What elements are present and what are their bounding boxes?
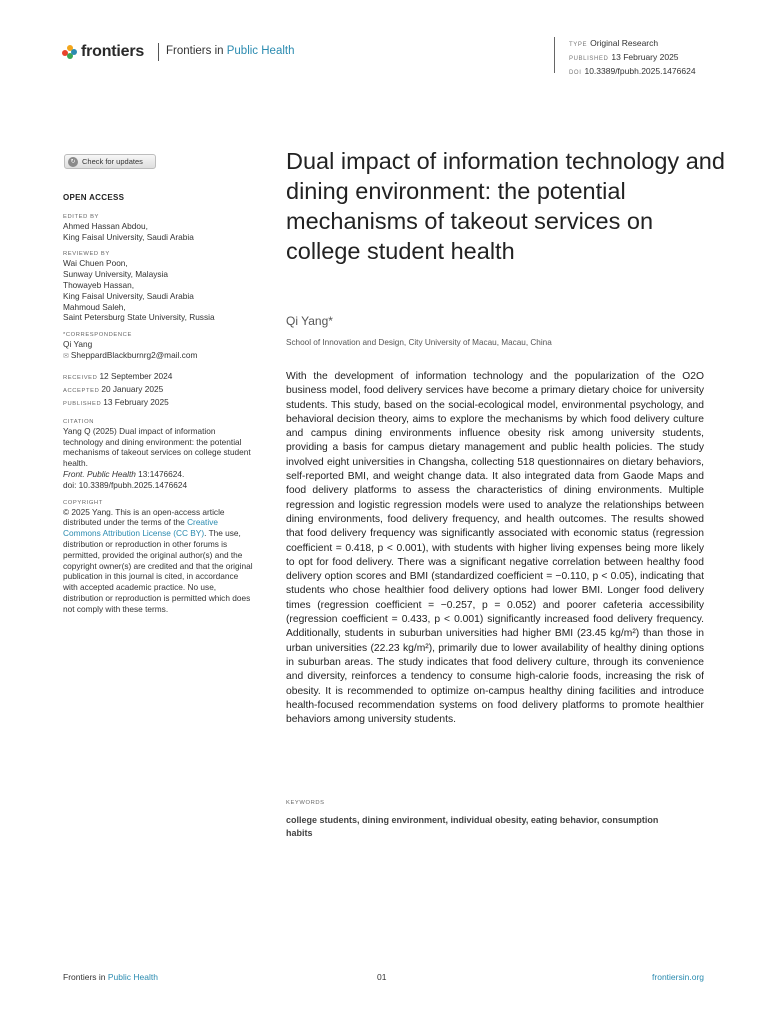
correspondence: *CORRESPONDENCE Qi Yang ✉ SheppardBlackburnrg2@mail.com (63, 331, 253, 363)
author-affiliation: School of Innovation and Design, City University of Macau, Macau, China (286, 338, 552, 347)
author-name[interactable]: Qi Yang* (286, 314, 333, 328)
sidebar (63, 193, 253, 623)
reviewed-by: REVIEWED BY Wai Chuen Poon, Sunway University, Malaysia Thowayeb Hassan, King Faisal University, Saudi Arabia Mahmoud Saleh, Saint Petersburg State University, Russia (63, 251, 215, 323)
abstract-text: With the development of information technology and the popularization of the O2O business model, food delivery services have become a primary dietary choice for university students. This study, based on the social-ecological model, environmental psychology, and behavioral decision theory, aims to explore the mechanisms by which food delivery culture and campus dining environments influence obesity risk among university students, providing a basis for campus dietary management and public health policies. The study involved eight universities in Changsha, collecting 518 questionnaires on dietary behaviors, self-reported BMI, and weight change data. It also integrated data from Gaode Maps and food delivery platforms to assess the characteristics of dining environments. Multiple regression and logistic regression models were used to analyze the relationships between dining environments, food delivery frequency, and health outcomes. The results showed that food delivery frequency was significantly associated with economic status (regression coefficient = 0.418, p < 0.001), with students with higher living expenses being more likely to opt for food delivery. There was a significant negative correlation between healthy food delivery option scores and BMI (standardized coefficient = −0.110, p < 0.05), indicating that students who chose healthier food delivery options had lower BMI. Longer food delivery times (regression coefficient = −0.257, p = 0.052) and poorer cafeteria accessibility (regression coefficient = 0.433, p < 0.001) significantly increased food delivery frequency. Additionally, students in suburban universities had higher BMI (23.45 kg/m²) than those in urban universities (22.23 kg/m²), primarily due to lower availability of healthy dining options in suburban areas. The study indicates that food delivery culture, through its convenience and diversity, reinforces a tendency to consume high-calorie foods, increasing the risk of obesity. It is recommended to optimize on-campus healthy dining facilities and introduce health-focused recommendation systems on food delivery platforms to promote healthier behaviors among university students. (286, 371, 704, 726)
frontiers-logo-icon (62, 45, 77, 60)
footer-site-link[interactable]: frontiersin.org (652, 972, 704, 982)
open-access-label: OPEN ACCESS (63, 193, 125, 202)
brand-name: frontiers (81, 43, 145, 60)
keywords-list: college students, dining environment, individual obesity, eating behavior, consumption habits (286, 815, 659, 838)
journal-name[interactable]: Frontiers in Public Health (166, 45, 295, 57)
edited-by: EDITED BY Ahmed Hassan Abdou, King Faisal University, Saudi Arabia (63, 213, 194, 242)
meta-type: TYPE Original Research (569, 38, 659, 48)
doi-link[interactable]: 10.3389/fpubh.2025.1476624 (584, 66, 696, 76)
correspondence-email[interactable]: ✉ SheppardBlackburnrg2@mail.com (63, 349, 198, 360)
copyright: COPYRIGHT © 2025 Yang. This is an open-access article distributed under the terms of the Creative Commons Attribution License (CC BY). The use, distribution or reproduction in other forums is permitted, provided the original author(s) and the copyright owner(s) are credited and that the original publication in this journal is cited, in accordance with accepted academic practice. No use, distribution or reproduction is permitted which does not comply with these terms. (63, 499, 253, 614)
header-divider (158, 43, 159, 61)
page-number: 01 (377, 972, 387, 982)
dates: RECEIVED 12 September 2024 ACCEPTED 20 January 2025 PUBLISHED 13 February 2025 (63, 370, 173, 407)
refresh-icon: ↻ (68, 157, 78, 167)
meta-doi: DOI 10.3389/fpubh.2025.1476624 (569, 66, 696, 76)
frontiers-logo[interactable] (62, 42, 144, 62)
citation: CITATION Yang Q (2025) Dual impact of information technology and dining environment: the potential mechanisms of takeout services on college student health. Front. Public Health 13:1476624. doi: 10.3389/fpubh.2025.1476624 (63, 418, 251, 490)
license-link[interactable]: Creative Commons Attribution License (CC BY) (63, 517, 218, 539)
check-for-updates-button[interactable]: ↻ Check for updates (64, 154, 156, 169)
mail-icon: ✉ (63, 352, 69, 360)
keywords-label: KEYWORDS (286, 800, 325, 806)
footer-journal[interactable]: Frontiers in Public Health (63, 972, 158, 982)
article-title: Dual impact of information technology and dining environment: the potential mechanisms of takeout services on college student health (286, 148, 725, 264)
article-meta (554, 37, 696, 76)
meta-published: PUBLISHED 13 February 2025 (569, 52, 679, 62)
